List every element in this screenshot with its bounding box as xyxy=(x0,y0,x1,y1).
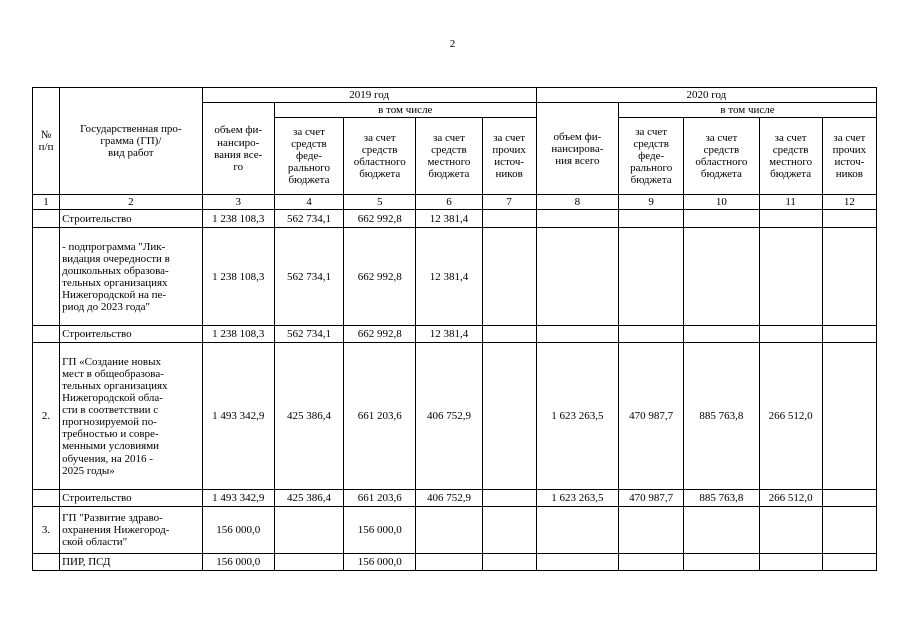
value-cell-2019-col3: 661 203,6 xyxy=(344,343,416,490)
value-cell-2019-col3: 156 000,0 xyxy=(344,554,416,571)
value-cell-2020-col5 xyxy=(822,326,876,343)
value-cell-2019-col3: 156 000,0 xyxy=(344,507,416,554)
header-year-2020: 2020 год xyxy=(536,88,876,103)
header-program: Государственная про- грамма (ГП)/ вид работ xyxy=(60,88,203,195)
value-cell-2019-col1: 1 238 108,3 xyxy=(202,210,274,228)
row-number: 3. xyxy=(33,507,60,554)
value-cell-2019-col1: 1 238 108,3 xyxy=(202,228,274,326)
value-cell-2019-col3: 661 203,6 xyxy=(344,490,416,507)
value-cell-2019-col2: 425 386,4 xyxy=(274,490,343,507)
value-cell-2019-col5 xyxy=(482,210,536,228)
value-cell-2020-col1 xyxy=(536,228,618,326)
value-cell-2020-col5 xyxy=(822,210,876,228)
column-number: 2 xyxy=(60,195,203,210)
value-cell-2020-col3 xyxy=(684,507,759,554)
column-number: 8 xyxy=(536,195,618,210)
value-cell-2020-col1: 1 623 263,5 xyxy=(536,343,618,490)
value-cell-2019-col2 xyxy=(274,507,343,554)
header-2020-federal: за счет средств феде- рального бюджета xyxy=(619,118,684,195)
value-cell-2020-col1 xyxy=(536,326,618,343)
value-cell-2019-col2: 425 386,4 xyxy=(274,343,343,490)
value-cell-2019-col4 xyxy=(416,554,482,571)
value-cell-2020-col3: 885 763,8 xyxy=(684,490,759,507)
value-cell-2019-col1: 156 000,0 xyxy=(202,507,274,554)
value-cell-2020-col3: 885 763,8 xyxy=(684,343,759,490)
value-cell-2020-col4: 266 512,0 xyxy=(759,490,822,507)
table-row xyxy=(33,554,877,571)
value-cell-2020-col1 xyxy=(536,210,618,228)
value-cell-2019-col5 xyxy=(482,554,536,571)
value-cell-2020-col1 xyxy=(536,507,618,554)
value-cell-2019-col1: 1 493 342,9 xyxy=(202,490,274,507)
value-cell-2019-col5 xyxy=(482,228,536,326)
financing-table xyxy=(32,87,877,571)
value-cell-2020-col4 xyxy=(759,228,822,326)
table-row xyxy=(33,490,877,507)
value-cell-2020-col2: 470 987,7 xyxy=(619,490,684,507)
value-cell-2019-col4: 12 381,4 xyxy=(416,210,482,228)
value-cell-2020-col5 xyxy=(822,554,876,571)
column-number: 10 xyxy=(684,195,759,210)
column-number: 7 xyxy=(482,195,536,210)
value-cell-2019-col3: 662 992,8 xyxy=(344,326,416,343)
table-row xyxy=(33,210,877,228)
value-cell-2019-col2: 562 734,1 xyxy=(274,326,343,343)
header-2019-regional: за счет средств областного бюджета xyxy=(344,118,416,195)
header-2020-other: за счет прочих источ- ников xyxy=(822,118,876,195)
column-number: 1 xyxy=(33,195,60,210)
row-program-name: Строительство xyxy=(60,490,203,507)
table-row xyxy=(33,326,877,343)
value-cell-2020-col5 xyxy=(822,343,876,490)
header-year-2019: 2019 год xyxy=(202,88,536,103)
column-number: 12 xyxy=(822,195,876,210)
value-cell-2020-col2 xyxy=(619,507,684,554)
value-cell-2020-col2 xyxy=(619,210,684,228)
value-cell-2020-col3 xyxy=(684,210,759,228)
row-number xyxy=(33,554,60,571)
header-2019-local: за счет средств местного бюджета xyxy=(416,118,482,195)
row-program-name: ГП "Развитие здраво- охранения Нижегород- ской области" xyxy=(60,507,203,554)
value-cell-2020-col4 xyxy=(759,326,822,343)
value-cell-2020-col4 xyxy=(759,507,822,554)
value-cell-2020-col5 xyxy=(822,228,876,326)
column-number-row xyxy=(33,195,877,210)
value-cell-2019-col2: 562 734,1 xyxy=(274,228,343,326)
page-number: 2 xyxy=(449,38,456,50)
value-cell-2019-col4: 406 752,9 xyxy=(416,343,482,490)
row-number xyxy=(33,210,60,228)
header-2019-total: объем фи- нансиро- вания все- го xyxy=(202,103,274,195)
value-cell-2019-col1: 1 493 342,9 xyxy=(202,343,274,490)
column-number: 5 xyxy=(344,195,416,210)
row-program-name: Строительство xyxy=(60,326,203,343)
value-cell-2020-col4 xyxy=(759,554,822,571)
row-number xyxy=(33,490,60,507)
value-cell-2019-col5 xyxy=(482,326,536,343)
row-program-name: ГП «Создание новых мест в общеобразова- тельных организациях Нижегородской обла- сти в соответствии с прогнозируемой по- требностью и совре- менными условиями обучения, на 2016 - 2025 годы» xyxy=(60,343,203,490)
row-number xyxy=(33,326,60,343)
header-2020-total: объем фи- нансирова- ния всего xyxy=(536,103,618,195)
value-cell-2020-col4 xyxy=(759,210,822,228)
value-cell-2019-col3: 662 992,8 xyxy=(344,228,416,326)
value-cell-2019-col4: 12 381,4 xyxy=(416,326,482,343)
table-row xyxy=(33,228,877,326)
table-row xyxy=(33,343,877,490)
value-cell-2019-col4: 406 752,9 xyxy=(416,490,482,507)
header-2019-federal: за счет средств феде- рального бюджета xyxy=(274,118,343,195)
row-program-name: Строительство xyxy=(60,210,203,228)
value-cell-2020-col1: 1 623 263,5 xyxy=(536,490,618,507)
value-cell-2020-col2: 470 987,7 xyxy=(619,343,684,490)
header-2020-local: за счет средств местного бюджета xyxy=(759,118,822,195)
value-cell-2020-col3 xyxy=(684,228,759,326)
value-cell-2020-col1 xyxy=(536,554,618,571)
value-cell-2020-col5 xyxy=(822,490,876,507)
header-2019-other: за счет прочих источ- ников xyxy=(482,118,536,195)
value-cell-2020-col3 xyxy=(684,326,759,343)
row-number xyxy=(33,228,60,326)
value-cell-2019-col2: 562 734,1 xyxy=(274,210,343,228)
value-cell-2020-col2 xyxy=(619,326,684,343)
header-2020-incl: в том числе xyxy=(619,103,877,118)
value-cell-2019-col5 xyxy=(482,490,536,507)
value-cell-2019-col2 xyxy=(274,554,343,571)
value-cell-2020-col5 xyxy=(822,507,876,554)
value-cell-2019-col5 xyxy=(482,507,536,554)
column-number: 11 xyxy=(759,195,822,210)
value-cell-2020-col4: 266 512,0 xyxy=(759,343,822,490)
value-cell-2020-col3 xyxy=(684,554,759,571)
value-cell-2019-col1: 156 000,0 xyxy=(202,554,274,571)
column-number: 9 xyxy=(619,195,684,210)
row-number: 2. xyxy=(33,343,60,490)
column-number: 4 xyxy=(274,195,343,210)
value-cell-2019-col4 xyxy=(416,507,482,554)
header-2019-incl: в том числе xyxy=(274,103,536,118)
value-cell-2019-col3: 662 992,8 xyxy=(344,210,416,228)
column-number: 3 xyxy=(202,195,274,210)
header-num: № п/п xyxy=(33,88,60,195)
row-program-name: - подпрограмма "Лик- видация очередности в дошкольных образова- тельных организациях Нижегородской на пе- риод до 2023 года" xyxy=(60,228,203,326)
row-program-name: ПИР, ПСД xyxy=(60,554,203,571)
value-cell-2020-col2 xyxy=(619,228,684,326)
header-2020-regional: за счет средств областного бюджета xyxy=(684,118,759,195)
value-cell-2019-col4: 12 381,4 xyxy=(416,228,482,326)
column-number: 6 xyxy=(416,195,482,210)
value-cell-2019-col1: 1 238 108,3 xyxy=(202,326,274,343)
value-cell-2019-col5 xyxy=(482,343,536,490)
table-row xyxy=(33,507,877,554)
value-cell-2020-col2 xyxy=(619,554,684,571)
